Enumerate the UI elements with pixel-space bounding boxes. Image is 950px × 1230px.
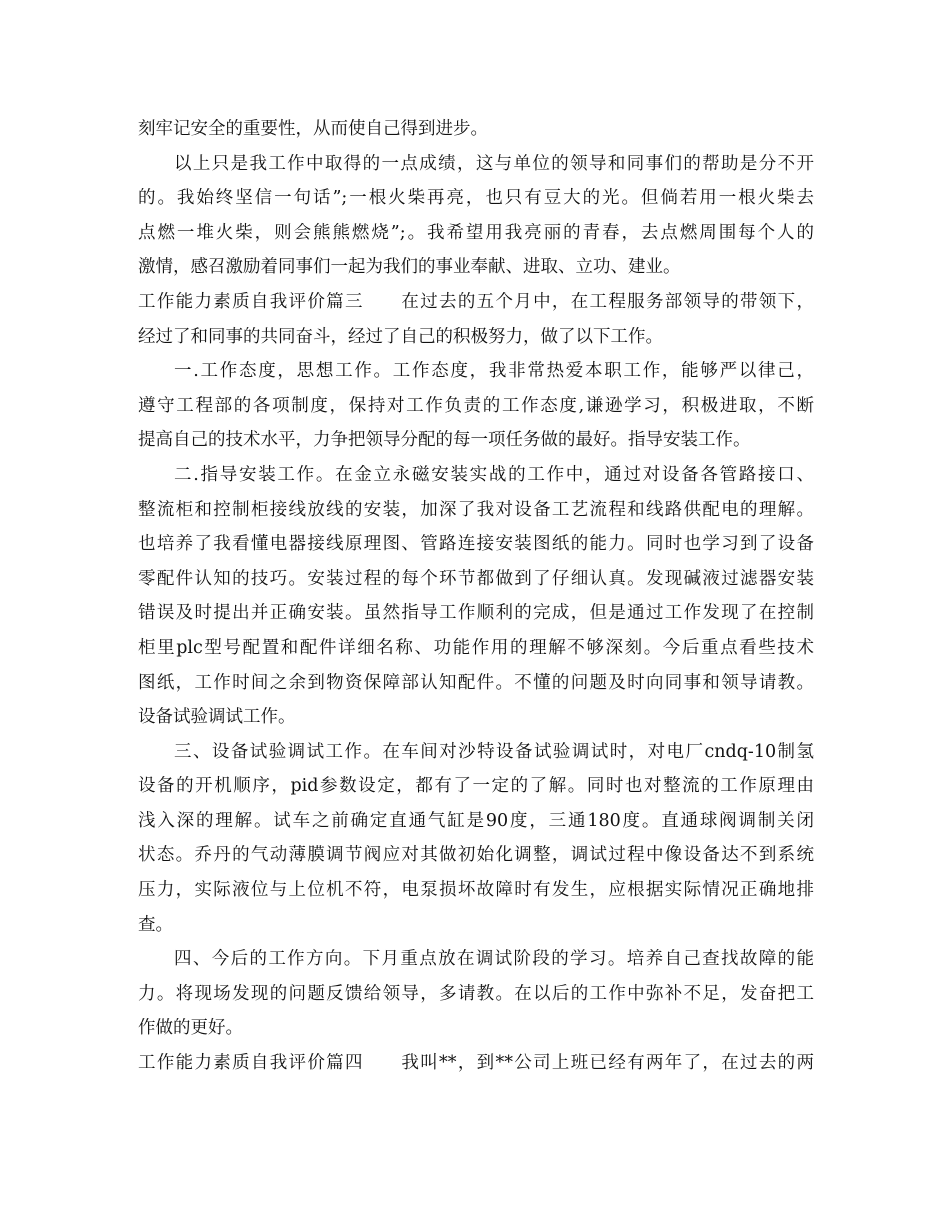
text-line: 刻牢记安全的重要性，从而使自己得到进步。 (138, 119, 488, 139)
document-body (138, 112, 814, 1081)
text-line: 作做的更好。 (138, 1018, 243, 1039)
text-line: 设备试验调试工作。 (138, 707, 296, 728)
text-line: 工作能力素质自我评价篇三 在过去的五个月中，在工程服务部领导的带领下， (138, 291, 814, 312)
text-line: 也培养了我看懂电器接线原理图、管路连接安装图纸的能力。同时也学习到了设备 (138, 534, 814, 555)
text-line: 四、今后的工作方向。下月重点放在调试阶段的学习。培养自己查找故障的能 (174, 949, 814, 970)
text-line: 浅入深的理解。试车之前确定直通气缸是90度，三通180度。直通球阀调制关闭 (138, 810, 814, 831)
text-line: 整流柜和控制柜接线放线的安装，加深了我对设备工艺流程和线路供配电的理解。 (138, 499, 814, 520)
text-line: 柜里plc型号配置和配件详细名称、功能作用的理解不够深刻。今后重点看些技术 (138, 637, 814, 658)
text-line: 激情，感召激励着同事们一起为我们的事业奉献、进取、立功、建业。 (138, 257, 681, 278)
text-line: 点燃一堆火柴，则会熊熊燃烧”;。我希望用我亮丽的青春，去点燃周围每个人的 (138, 222, 814, 243)
text-line: 零配件认知的技巧。安装过程的每个环节都做到了仔细认真。发现碱液过滤器安装 (138, 568, 814, 589)
text-line: 状态。乔丹的气动薄膜调节阀应对其做初始化调整，调试过程中像设备达不到系统 (138, 845, 814, 866)
text-line: 的。我始终坚信一句话”;一根火柴再亮，也只有豆大的光。但倘若用一根火柴去 (138, 188, 814, 209)
text-line: 二.指导安装工作。在金立永磁安装实战的工作中，通过对设备各管路接口、 (174, 464, 814, 485)
text-line: 提高自己的技术水平，力争把领导分配的每一项任务做的最好。指导安装工作。 (138, 430, 751, 451)
text-line: 错误及时提出并正确安装。虽然指导工作顺利的完成，但是通过工作发现了在控制 (138, 603, 814, 624)
text-line: 一.工作态度，思想工作。工作态度，我非常热爱本职工作，能够严以律己， (174, 361, 814, 382)
text-line: 工作能力素质自我评价篇四 我叫**，到**公司上班已经有两年了，在过去的两 (138, 1053, 814, 1074)
text-line: 经过了和同事的共同奋斗，经过了自己的积极努力，做了以下工作。 (138, 326, 663, 347)
text-line: 设备的开机顺序，pid参数设定，都有了一定的了解。同时也对整流的工作原理由 (138, 776, 814, 797)
text-line: 查。 (138, 914, 173, 935)
text-line: 力。将现场发现的问题反馈给领导，多请教。在以后的工作中弥补不足，发奋把工 (138, 983, 814, 1004)
text-line: 三、设备试验调试工作。在车间对沙特设备试验调试时，对电厂cndq-10制氢 (174, 741, 814, 762)
text-line: 图纸，工作时间之余到物资保障部认知配件。不懂的问题及时向同事和领导请教。 (138, 672, 814, 693)
text-line: 压力，实际液位与上位机不符，电泵损坏故障时有发生，应根据实际情况正确地排 (138, 880, 814, 901)
text-line: 遵守工程部的各项制度，保持对工作负责的工作态度,谦逊学习，积极进取，不断 (138, 395, 814, 416)
text-line: 以上只是我工作中取得的一点成绩，这与单位的领导和同事们的帮助是分不开 (174, 153, 814, 174)
